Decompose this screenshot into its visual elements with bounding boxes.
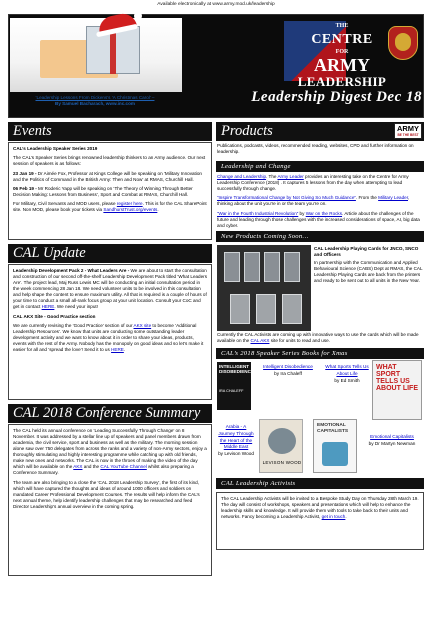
register-link[interactable]: register here [116, 201, 143, 207]
activists-text: The CAL Leadership Activists will be invited to a Bespoke Study Day on Thursday 28th March 19. The day will consist of workshops, speakers and presentations which will help to enhance the leadership skills and knowledge. It will provide them with tools to take back to their units and networks. Fancy becoming a Leadership Activist, [221, 496, 419, 520]
book1-link[interactable]: Intelligent Disobedience [263, 364, 313, 369]
book1-cover-author: IRA CHALEFF [219, 388, 244, 393]
army-logo-text: ARMY [396, 124, 420, 133]
pack-text: We are about to start the consultation and construction of our second off-the-shelf Leadership Development Pack titled ‘What Leaders Are’. The project lead, Maj Russ Lewis MC will be conducting an initial consultation period in the week commencing 28 Jan 18. We need volunteer units to be involved in this consultation and help shape the content to ensure maximum utility. All that is required is a couple of hours of your time to conduct a small all-rank focus group at your unit location. Consult your CoC and get in contact [13, 268, 207, 310]
card-pack-5 [230, 294, 250, 324]
pack-title: Leadership Development Pack 2 - What Leaders Are - [13, 268, 130, 273]
akx-end: . [123, 347, 126, 353]
lac-t3: . From the [355, 195, 379, 201]
pack-end: . We need your input! [54, 304, 98, 310]
logo-centre: CENTRE [311, 31, 373, 47]
jan-text: Dr Aimée Fox, Professor at Kings College will be speaking on ‘Military Innovation and the Politics of Command in the British Army: Then and Now’ at RMAS, Churchill Hall. [13, 170, 202, 182]
logo-for: FOR [335, 49, 349, 56]
military-leader-link[interactable]: Military Leader [378, 195, 408, 201]
book2-link[interactable]: What Sports Tells Us About Life [325, 364, 369, 376]
card-pack-7 [282, 294, 302, 324]
book4-link[interactable]: Emotional Capitalists [370, 434, 414, 439]
register-info [13, 201, 207, 213]
akx-site-link[interactable]: AKX site [133, 322, 152, 328]
register-end: . [157, 207, 159, 213]
logo-army: ARMY [314, 55, 370, 76]
conference-text-c: whilst also preparing a Conference Summary. [13, 464, 194, 476]
lac-t1: . The [266, 174, 278, 179]
digest-title: Leadership Digest Dec 18 [251, 89, 422, 105]
santa-hat-pompom [134, 12, 142, 20]
top-note: Available electronically at www.army.mod.uk/leadership [157, 2, 275, 7]
feb-date: 06 Feb 19 - [13, 185, 37, 191]
cards-more-pre: Currently the CAL Activists are coming up with innovative ways to use the cards which will be made available on the [217, 332, 419, 344]
centre-logo [296, 23, 388, 91]
book1-caption [253, 364, 323, 378]
register-mid: . This is for the CAL SharePoint site. Non MOD, please book your tickets via [13, 201, 207, 213]
fourth-revolution-link[interactable]: “War in the Fourth Industrial Revolution” [217, 210, 299, 216]
akx-text: to become ‘Additional Leadership Resources’. We know that units are conducting some outstanding leader development activity and we want to know about it in order to share your ideas, products, events with the rest of the Army. Nobody has the monopoly on good ideas and so let’s make it easier for all and ‘spread the love’! Send it to us [13, 322, 204, 353]
feb-event [13, 186, 207, 198]
youtube-channel-link[interactable]: CAL YouTube Channel [100, 464, 147, 470]
new-products-heading: New Products Coming Soon… [216, 231, 424, 242]
book3-caption [217, 424, 255, 458]
book-cover-emotional-capitalists [313, 419, 357, 473]
pack-here-link[interactable]: HERE [41, 304, 55, 310]
book3-cover-art [268, 428, 296, 454]
book1-cover-title: INTELLIGENT DISOBEDIENCE [219, 364, 254, 375]
book3-author: by Levison Wood [218, 451, 254, 457]
akx-here-link[interactable]: HERE [111, 347, 124, 353]
book4-caption [363, 434, 421, 448]
conference-text-b: and the [82, 464, 101, 470]
cal-akx-link[interactable]: CAL AKX [250, 338, 270, 344]
products-intro: Publications, podcasts, videos, recommended reading, websites, CPD and further information on leadership. [217, 143, 414, 155]
conference-heading: CAL 2018 Conference Summary [8, 404, 212, 423]
header-caption-link[interactable]: ‘Leadership Lessons From Dickens’s ‘A Christmas Carol’ – [35, 95, 155, 100]
inspire-change-link[interactable]: “Inspire Transformational Change by Not Giving So Much Guidance” [217, 195, 356, 201]
activists-end: . [345, 514, 347, 520]
cards-more-end: site for units to read and use. [269, 338, 330, 344]
card-pack-4 [284, 252, 300, 282]
book4-cover-art [322, 442, 348, 466]
change-leadership-link[interactable]: Change and Leadership [217, 174, 267, 179]
book1-author: by Ira Chaleff [274, 370, 302, 376]
playing-cards-more [217, 332, 423, 344]
register-pre: For Military, Civil Servants and MOD users, please [13, 201, 117, 207]
products-heading: Products [216, 122, 424, 141]
conference-akx-link[interactable]: AKX [73, 464, 83, 470]
conference-text-a: The CAL held its annual conference on ‘Leading Successfully Through Change’ on 8 November. It was addressed by a stellar line up of speakers and panel members drawn from academia, the civil service, sport and business as well as the military. The morning session alone saw over 750 delegates from across the ranks and a variety of non-Army sectors, enjoy a thoroughly stimulating and highly interesting programme while catching up with old friends, make new ones and networks. The CAL is now in the throes of making the video of the day which will be available on the [13, 428, 207, 470]
akx-paragraph [13, 323, 207, 353]
books-heading: CAL’s 2018 Speaker Series Books for Xmas [216, 348, 424, 359]
conference-box [8, 424, 212, 576]
events-heading: Events [8, 122, 212, 141]
army-leader-link[interactable]: Army Leader [277, 174, 304, 179]
lac-item-3 [217, 211, 422, 229]
lac-item-2 [217, 195, 422, 207]
cal-update-box [8, 264, 212, 400]
book3-link[interactable]: Arabia - A Journey Through the Heart of the Middle East [218, 424, 254, 450]
conference-para2: The team are also bringing to a close the ‘CAL 2018 Leadership Survey’, the first of its kind, which will have captured the thoughts and ideas of around 1000 officers and soldiers on mandated Career Professional Development Courses. The results will help inform the CAL’s next annual theme, help identify leadership challenges that may be researched and feed Director Leadership’s annual overview in the coming spring. [13, 479, 200, 509]
book2-cover-title: WHAT SPORT TELLS US ABOUT LIFE [376, 364, 418, 392]
get-in-touch-link[interactable]: get in touch [321, 514, 346, 520]
tickets-link[interactable]: SandhurstTrust.org/events [103, 207, 158, 213]
logo-leadership: LEADERSHIP [297, 74, 387, 90]
lac-item-1 [217, 174, 422, 192]
card-pack-6 [256, 294, 276, 324]
feb-text: Mr Roderic Yapp will be speaking on ‘The Theory of Winning Through Better Decision Making: Lessons from Business’, Sport and Combat at RMAS, Churchill Hall. [13, 185, 193, 197]
card-pack-1 [224, 252, 240, 282]
activists-heading: CAL Leadership Activists [216, 478, 424, 489]
book2-caption [325, 364, 369, 384]
book4-author: by Dr Martyn Newman [368, 440, 416, 446]
book3-cover-title: LEVISON WOOD [262, 460, 302, 465]
lac-t5: by [298, 210, 306, 216]
speaker-series-title: CAL’s Leadership Speaker Series 2019 [13, 146, 98, 151]
book-cover-what-sport [372, 360, 422, 420]
akx-pre: We are currently revising the ‘Good Practice’ section of our [13, 322, 134, 328]
header-caption-byline[interactable]: By Samuel Bacharach, www.inc.com [55, 101, 135, 106]
lac-t6: . Article about the challenges of the future and leading through those challenges with the increased considerations of space, AI, big data and cyber. [217, 210, 420, 228]
leadership-change-body [217, 174, 422, 232]
jan-event [13, 171, 207, 183]
book-cover-arabia [259, 419, 303, 473]
army-logo-sub: BE THE BEST [397, 133, 419, 137]
book4-cover-title: EMOTIONAL CAPITALISTS [317, 423, 349, 434]
book2-author: by Ed Smith [334, 377, 360, 383]
book-cover-intelligent-disobedience [217, 362, 254, 410]
activists-box [216, 492, 424, 550]
speaker-series-intro: The CAL’s Speaker Series brings renowned leadership thinkers to an Army audience. Our next session of speakers is as follows: [13, 155, 206, 167]
conference-para1 [13, 428, 207, 477]
army-crest-inner [395, 33, 411, 51]
playing-cards-title: CAL Leadership Playing Cards for JNCO, SNCO and Officers [314, 246, 419, 258]
war-on-rocks-link[interactable]: War on the Rocks [305, 210, 343, 216]
card-pack-2 [244, 252, 260, 282]
army-logo [394, 123, 422, 139]
akx-title: CAL AKX Site - Good Practice section [13, 313, 96, 319]
playing-cards-text: In partnership with the Communication and Applied Behavioural Science (CABS) Dept at RMAS, the CAL Leadership Playing Cards are back from the printers and ready to be sent out to all units in the New Year. [314, 260, 423, 284]
cal-update-heading: CAL Update [8, 244, 212, 263]
events-box [8, 142, 212, 240]
logo-the: THE [335, 23, 349, 29]
leadership-change-heading: Leadership and Change [216, 161, 424, 172]
pack-paragraph [13, 268, 207, 310]
lac-t4: , thinking about the unit you’re in or the team you’re on. [217, 195, 410, 207]
jan-date: 23 Jan 19 - [13, 170, 37, 176]
card-pack-3 [264, 252, 280, 282]
lac-t2: provides an interesting take on the Centre for Army Leadership Conference (2018) . It captures 5 lessons from the day when attempting to lead successfully through change. [217, 174, 409, 192]
